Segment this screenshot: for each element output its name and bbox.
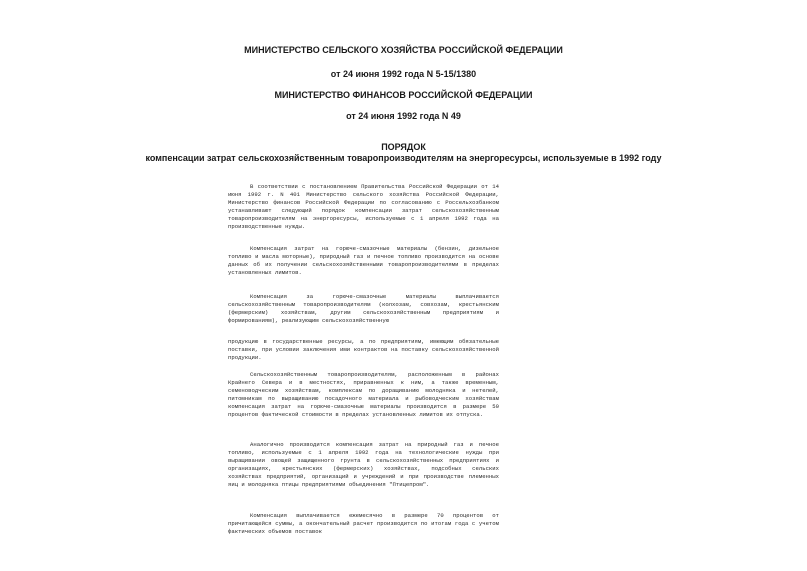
paragraph: [228, 183, 499, 232]
document-title: компенсации затрат сельскохозяйственным товаропроизводителям на энергоресурсы, используемые в 1992 году: [145, 153, 662, 163]
ministry-finance-title: МИНИСТЕРСТВО ФИНАНСОВ РОССИЙСКОЙ ФЕДЕРАЦИИ: [274, 90, 533, 100]
paragraph: [228, 441, 499, 490]
paragraph-text: Компенсация затрат на горюче-смазочные материалы (бензин, дизельное топливо и масла моторные), природный газ и печное топливо производится на основе данных об их получении сельскохозяйственными товаропроизводителями в пределах установленных лимитов.: [228, 245, 499, 277]
paragraph: [228, 512, 499, 536]
finance-order-date: от 24 июня 1992 года N 49: [346, 111, 461, 121]
paragraph: [228, 293, 499, 325]
paragraph: [228, 338, 499, 362]
paragraph: [228, 371, 499, 420]
document-type: ПОРЯДОК: [381, 142, 426, 152]
paragraph: [228, 245, 499, 277]
paragraph-text: Сельскохозяйственным товаропроизводителям, расположенным в районах Крайнего Севера и в местностях, приравненных к ним, а также временным, семеноводческим хозяйствам, комплексам по доращиванию молодняка и нетелей, питомникам по выращиванию посадочного материала и рыбоводческим хозяйствам компенсация затрат на горюче-смазочные материалы производится в размере 50 процентов фактической стоимости в пределах установленных лимитов их отпуска.: [228, 371, 499, 419]
ministry-agriculture-title: МИНИСТЕРСТВО СЕЛЬСКОГО ХОЗЯЙСТВА РОССИЙСКОЙ ФЕДЕРАЦИИ: [244, 45, 563, 55]
paragraph-text: В соответствии с постановлением Правительства Российской Федерации от 14 июня 1992 г. N 401 Министерство сельского хозяйства Российской Федерации, Министерство финансов Российской Федерации по согласованию с Россельхозбанком устанавливают следующий порядок компенсации затрат сельскохозяйственным товаропроизводителям на энергоресурсы, используемые с 1 апреля 1992 года на производственные нужды.: [228, 183, 499, 231]
paragraph-text: Компенсация за горюче-смазочные материалы выплачивается сельскохозяйственным товаропроизводителям (колхозам, совхозам, крестьянским (фермерским) хозяйствам, другим сельскохозяйственным предприятиям и формированиям), реализующим сельскохозяйственную: [228, 293, 499, 325]
paragraph-text: Компенсация выплачивается ежемесячно в размере 70 процентов от причитающейся суммы, а окончательный расчет производится по итогам года с учетом фактических объемов поставок: [228, 512, 499, 536]
agriculture-order-date: от 24 июня 1992 года N 5-15/1380: [330, 69, 477, 79]
paragraph-text: Аналогично производится компенсация затрат на природный газ и печное топливо, используемые с 1 апреля 1992 года на технологические нужды при выращивании овощей защищенного грунта в сельскохозяйственных предприятиях и организациях, крестьянских (фермерских) хозяйствах, подсобных сельских хозяйствах предприятий, организаций и учреждений и при производстве племенных яиц и молодняка птицы предприятиями объединения "Птицепром".: [228, 441, 499, 489]
paragraph-text: продукцию в государственные ресурсы, а по предприятиям, имеющим обязательные поставки, при условии заключения ими контрактов на поставку сельскохозяйственной продукции.: [228, 338, 499, 362]
